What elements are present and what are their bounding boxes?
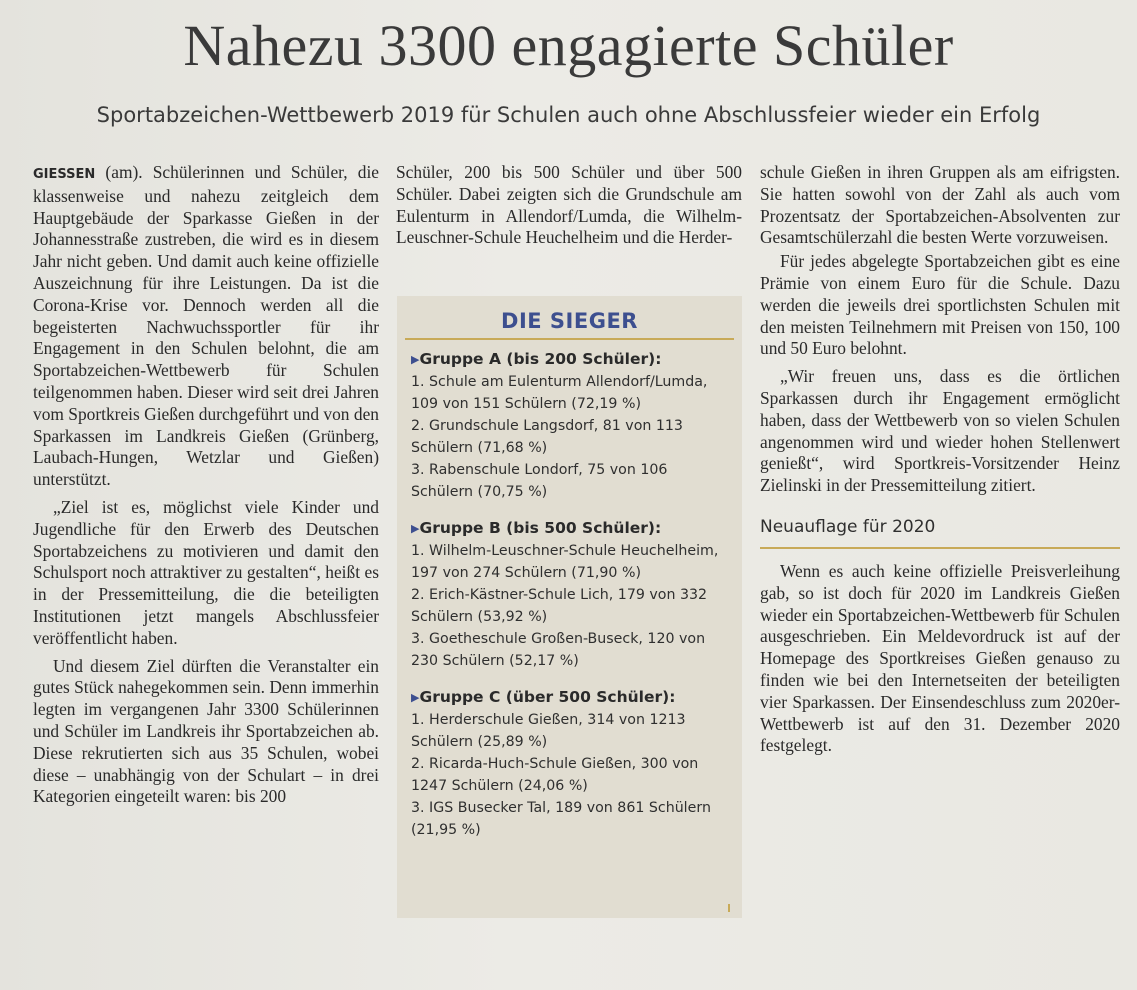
article-column-3 (760, 162, 1120, 763)
winner-entry: 3. Goetheschule Großen-Buseck, 120 von 230 Schülern (52,17 %) (411, 631, 706, 669)
box-corner-mark (728, 904, 736, 912)
winners-box (397, 296, 742, 918)
arrow-right-icon: ▶ (411, 353, 420, 366)
group-heading (411, 348, 730, 371)
dateline: GIESSEN (33, 167, 96, 182)
group-heading-text: Gruppe A (bis 200 Schüler): (419, 350, 662, 368)
paragraph-prize: Für jedes abgelegte Sportabzeichen gibt es eine Prämie von einem Euro für die Schule. Dazu werden die jeweils drei sportlichsten Schulen mit den meisten Teilnehmern mit Preisen von 150, 100 und 50 Euro belohnt. (760, 251, 1120, 359)
article-column-2 (396, 162, 742, 251)
paragraph-2020: Wenn es auch keine offizielle Preisverleihung gab, so ist doch für 2020 im Landkreis Gießen wieder ein Sportabzeichen-Wettbewerb für Schulen ausgeschrieben. Ein Meldevordruck ist auf der Homepage des Sportkreises Gießen genauso zu finden wie bei den Internetseiten der beteiligten vier Sparkassen. Der Einsendeschluss zum 2020er-Wettbewerb ist auf den 31. Dezember 2020 festgelegt. (760, 560, 1120, 756)
group-heading-text: Gruppe C (über 500 Schüler): (419, 688, 676, 706)
article-headline: Nahezu 3300 engagierte Schüler (183, 13, 954, 78)
paragraph-quote-thanks: „Wir freuen uns, dass es die örtlichen Sparkassen durch ihr Engagement ermöglicht haben, dass der Wettbewerb von so vielen Schulen angenommen wird und wieder hohen Stellenwert genießt“, wird Sportkreis-Vorsitzender Heinz Zielinski in der Pressemitteilung zitiert. (760, 366, 1120, 496)
winners-box-title: DIE SIEGER (501, 309, 638, 333)
winner-entry: 3. IGS Busecker Tal, 189 von 861 Schülern (21,95 %) (411, 800, 711, 838)
group-heading (411, 517, 730, 540)
winner-entry: 1. Wilhelm-Leuschner-Schule Heuchelheim, 197 von 274 Schülern (71,90 %) (411, 543, 719, 581)
group-heading-text: Gruppe B (bis 500 Schüler): (419, 519, 662, 537)
paragraph-intro-text: (am). Schülerinnen und Schüler, die klassenweise und nahezu zeitgleich dem Hauptgebäude der Sparkasse Gießen in der Johannesstraße zustreben, die wird es in diesem Jahr nicht geben. Und damit auch keine offizielle Auszeichnung für ihre Leistungen. Da ist die Corona-Krise vor. Dennoch werden all die begeisterten Nachwuchssportler für ihr Engagement in den Schulen belohnt, die am Sportabzeichen-Wettbewerb für Schulen teilgenommen haben. Dieser wird seit drei Jahren vom Sportkreis Gießen durchgeführt und von den Sparkassen im Landkreis Gießen (Grünberg, Laubach-Hungen, Wetzlar und Gießen) unterstützt. (33, 162, 379, 490)
paragraph-participation: Und diesem Ziel dürften die Veranstalter ein gutes Stück nahegekommen sein. Denn immerhin legten im vergangenen Jahr 3300 Schülerinnen und Schüler im Landkreis ihr Sportabzeichen ab. Diese rekrutierten sich aus 35 Schulen, wobei diese – unabhängig von der Schulart – in drei Kategorien eingeteilt waren: bis 200 (33, 655, 379, 807)
winner-entry: 1. Herderschule Gießen, 314 von 1213 Schülern (25,89 %) (411, 712, 686, 750)
arrow-right-icon: ▶ (411, 522, 420, 535)
winner-entry: 2. Ricarda-Huch-Schule Gießen, 300 von 1247 Schülern (24,06 %) (411, 756, 699, 794)
subheading-2020: Neuauflage für 2020 (760, 516, 936, 537)
winner-entry: 2. Grundschule Langsdorf, 81 von 113 Schülern (71,68 %) (411, 418, 683, 456)
article-subheadline: Sportabzeichen-Wettbewerb 2019 für Schulen auch ohne Abschlussfeier wieder ein Erfolg (96, 103, 1041, 127)
paragraph-participation-cont: Schüler, 200 bis 500 Schüler und über 500 Schüler. Dabei zeigten sich die Grundschule am Eulenturm in Allendorf/Lumda, die Wilhelm-Leuschner-Schule Heuchelheim und die Herder- (396, 162, 742, 248)
group-heading (411, 686, 730, 709)
winner-group-a (411, 348, 730, 503)
winner-entry: 2. Erich-Kästner-Schule Lich, 179 von 332 Schülern (53,92 %) (411, 587, 708, 625)
winner-group-c (411, 686, 730, 841)
paragraph-intro (33, 162, 379, 491)
winner-entry: 3. Rabenschule Londorf, 75 von 106 Schülern (70,75 %) (411, 462, 668, 500)
winner-group-b (411, 517, 730, 672)
arrow-right-icon: ▶ (411, 691, 420, 704)
paragraph-participation-end: schule Gießen in ihren Gruppen als am eifrigsten. Sie hatten sowohl von der Zahl als auch vom Prozentsatz der Sportabzeichen-Absolventen zur Gesamtschülerzahl die besten Werte vorzuweisen. (760, 162, 1120, 248)
subheading-rule (760, 547, 1120, 549)
paragraph-quote-goal: „Ziel ist es, möglichst viele Kinder und Jugendliche für den Erwerb des Deutschen Sportabzeichens zu motivieren und damit den Schulsport noch attraktiver zu gestalten“, heißt es in der Pressemitteilung, die die beteiligten Institutionen jetzt mangels Abschlussfeier veröffentlicht haben. (33, 496, 379, 648)
winner-entry: 1. Schule am Eulenturm Allendorf/Lumda, 109 von 151 Schülern (72,19 %) (411, 374, 708, 412)
winners-box-rule (405, 338, 734, 340)
article-column-1 (33, 162, 379, 808)
